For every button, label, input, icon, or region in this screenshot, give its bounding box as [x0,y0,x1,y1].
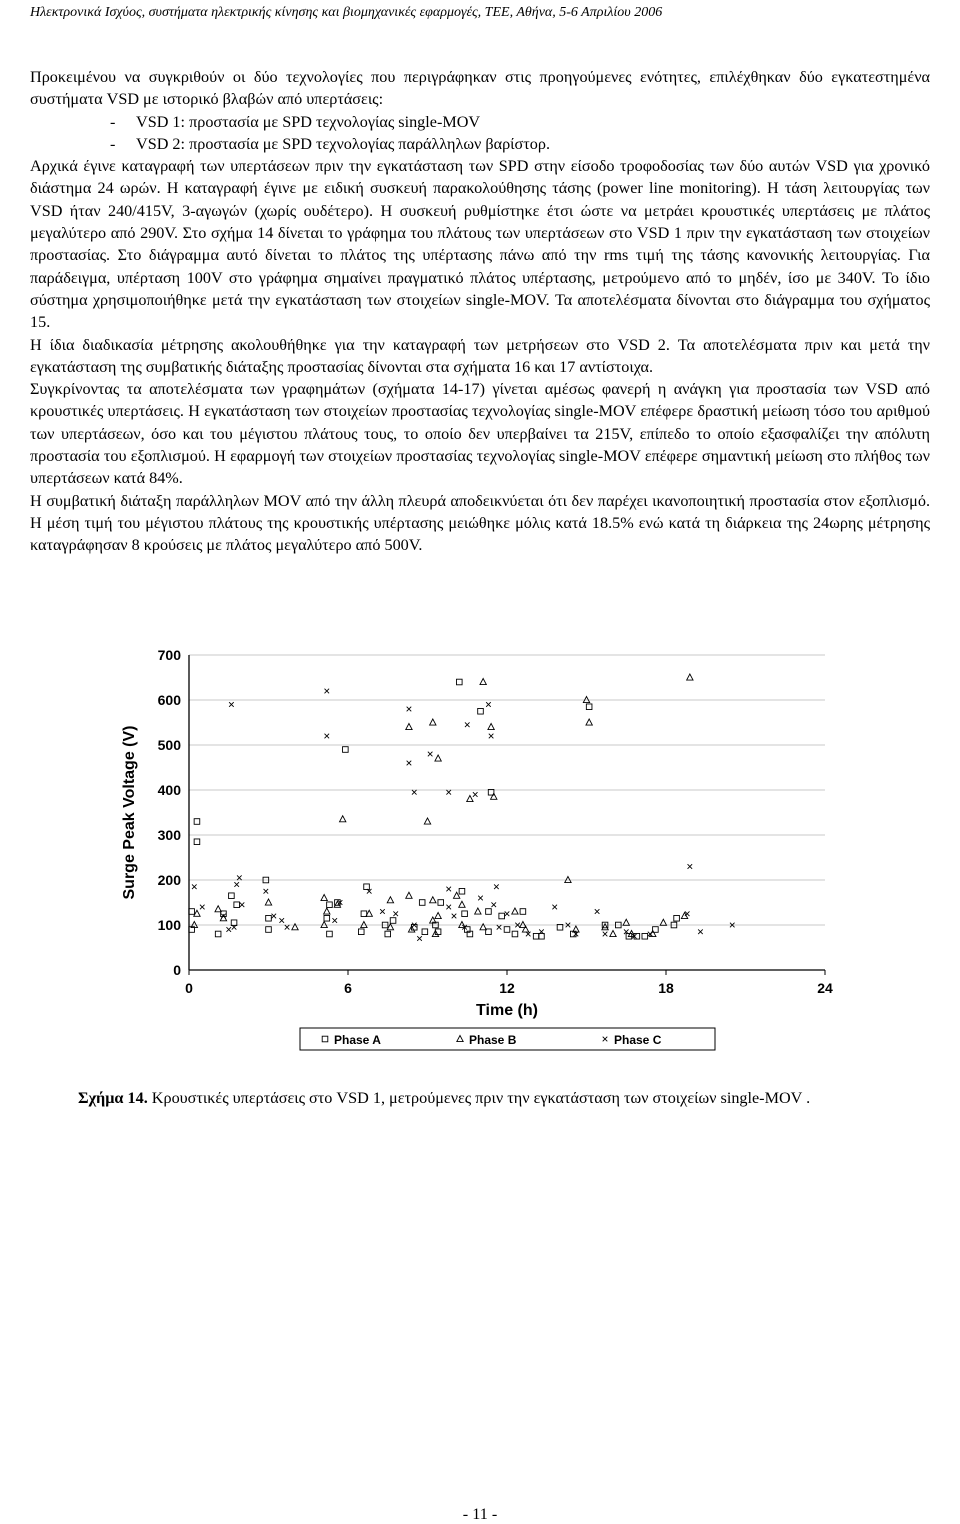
y-tick-label: 700 [157,647,181,663]
paragraph-recording: Αρχικά έγινε καταγραφή των υπερτάσεων πριν την εγκατάσταση των SPD στην είσοδο τροφοδοσίας των δύο αυτών VSD για χρονικό διάστημα 24 ωρών. Η καταγραφή έγινε με ειδική συσκευή παρακολούθησης τάσης (power line monitoring). Η τάση λειτουργίας των VSD ήταν 240/415V, 3-αγωγών (χωρίς ουδέτερο). Η συσκευή ρυθμίστηκε έτσι ώστε να μετράει κρουστικές υπερτάσεις με πλάτος μεγαλύτερο από 290V. Στο σχήμα 14 δίνεται το γράφημα του πλάτους των υπερτάσεων στο VSD 1 πριν την εγκατάσταση των στοιχείων προστασίας. Στο διάγραμμα αυτό δίνεται το πλάτος της υπέρτασης πάνω από την rms τιμή της τάσης κανονικής λειτουργίας. Για παράδειγμα, υπέρταση 100V στο γράφημα σημαίνει πραγματικό πλάτος υπέρτασης, μετρούμενο από το μηδέν, ίσο με 340V. Το ίδιο σύστημα χρησιμοποιήθηκε μετά την εγκατάσταση των στοιχείων single-MOV. Τα αποτελέσματα δίνονται στο διάγραμμα του σχήματος 15. [30,157,930,332]
y-axis-label: Surge Peak Voltage (V) [121,725,138,900]
list-item-vsd2-text: VSD 2: προστασία με SPD τεχνολογίας παράλληλων βαρίστορ. [136,134,550,153]
paragraph-conventional-mov: Η συμβατική διάταξη παράλληλων MOV από την άλλη πλευρά αποδεικνύεται ότι δεν παρέχει ικανοποιητική προστασία στον εξοπλισμό. Η μέση τιμή του μέγιστου πλάτους της κρουστικής υπέρτασης μειώθηκε μόλις κατά 18.5% ενώ κατά τη διάρκεια της 24ωρης μέτρησης καταγράφησαν 8 κρούσεις με πλάτος μεγαλύτερο από 500V. [30,491,930,555]
x-tick-label: 18 [658,980,674,996]
chart-legend [300,1028,715,1050]
legend-label: Phase C [614,1033,662,1047]
paragraph-comparison: Συγκρίνοντας τα αποτελέσματα των γραφημάτων (σχήματα 14-17) γίνεται αμέσως φανερή η ανάγκη για προστασία των VSD από κρουστικές υπερτάσεις. Η εγκατάσταση των στοιχείων προστασίας τεχνολογίας single-MOV επέφερε δραστική μείωση τόσο του αριθμού των υπερτάσεων, όσο και του μέγιστου πλάτους τους, το οποίο δεν υπερβαίνει τα 215V, επίπεδο το οποίο εξασφαλίζει την απόλυτη προστασία του εξοπλισμού. Η εφαρμογή των στοιχείων προστασίας τεχνολογίας single-MOV επέφερε σημαντική μείωση στο πλήθος των υπερτάσεων κατά 84%. [30,380,930,488]
legend-label: Phase B [469,1033,517,1047]
list-item-vsd1 [30,111,930,133]
x-axis-label: Time (h) [476,1002,538,1019]
vsd-list [30,111,930,156]
paragraph-vsd2-procedure: Η ίδια διαδικασία μέτρησης ακολουθήθηκε για την καταγραφή των μετρήσεων στο VSD 2. Τα αποτελέσματα πριν και μετά την εγκατάσταση της συμβατικής διάταξης προστασίας δίνονται στα σχήματα 16 και 17 αντίστοιχα. [30,335,930,376]
paragraph-intro: Προκειμένου να συγκριθούν οι δύο τεχνολογίες που περιγράφηκαν στις προηγούμενες ενότητες, επιλέχθηκαν δύο εγκατεστημένα συστήματα VSD με ιστορικό βλαβών από υπερτάσεις: [30,68,930,109]
x-tick-label: 0 [185,980,193,996]
list-item-vsd2 [30,133,930,155]
x-tick-label: 24 [817,980,833,996]
page-header: Ηλεκτρονικά Ισχύος, συστήματα ηλεκτρικής κίνησης και βιομηχανικές εφαρμογές, ΤΕΕ, Αθήνα, 5-6 Απριλίου 2006 [30,5,663,20]
y-tick-label: 600 [157,692,181,708]
figure-caption [78,1088,938,1108]
y-tick-label: 500 [157,737,181,753]
figure-caption-label: Σχήμα 14. [78,1089,148,1107]
page-number: - 11 - [462,1505,498,1523]
y-tick-label: 400 [157,782,181,798]
y-tick-label: 100 [157,917,181,933]
x-tick-label: 6 [344,980,352,996]
surge-voltage-scatter-chart [100,615,860,1085]
body-text [30,66,930,557]
list-item-vsd1-text: VSD 1: προστασία με SPD τεχνολογίας single-MOV [136,112,481,131]
y-tick-label: 300 [157,827,181,843]
x-tick-label: 12 [499,980,515,996]
figure-caption-text: Κρουστικές υπερτάσεις στο VSD 1, μετρούμενες πριν την εγκατάσταση των στοιχείων single-MOV . [147,1089,811,1107]
y-tick-label: 0 [173,962,181,978]
y-tick-label: 200 [157,872,181,888]
legend-label: Phase A [334,1033,381,1047]
